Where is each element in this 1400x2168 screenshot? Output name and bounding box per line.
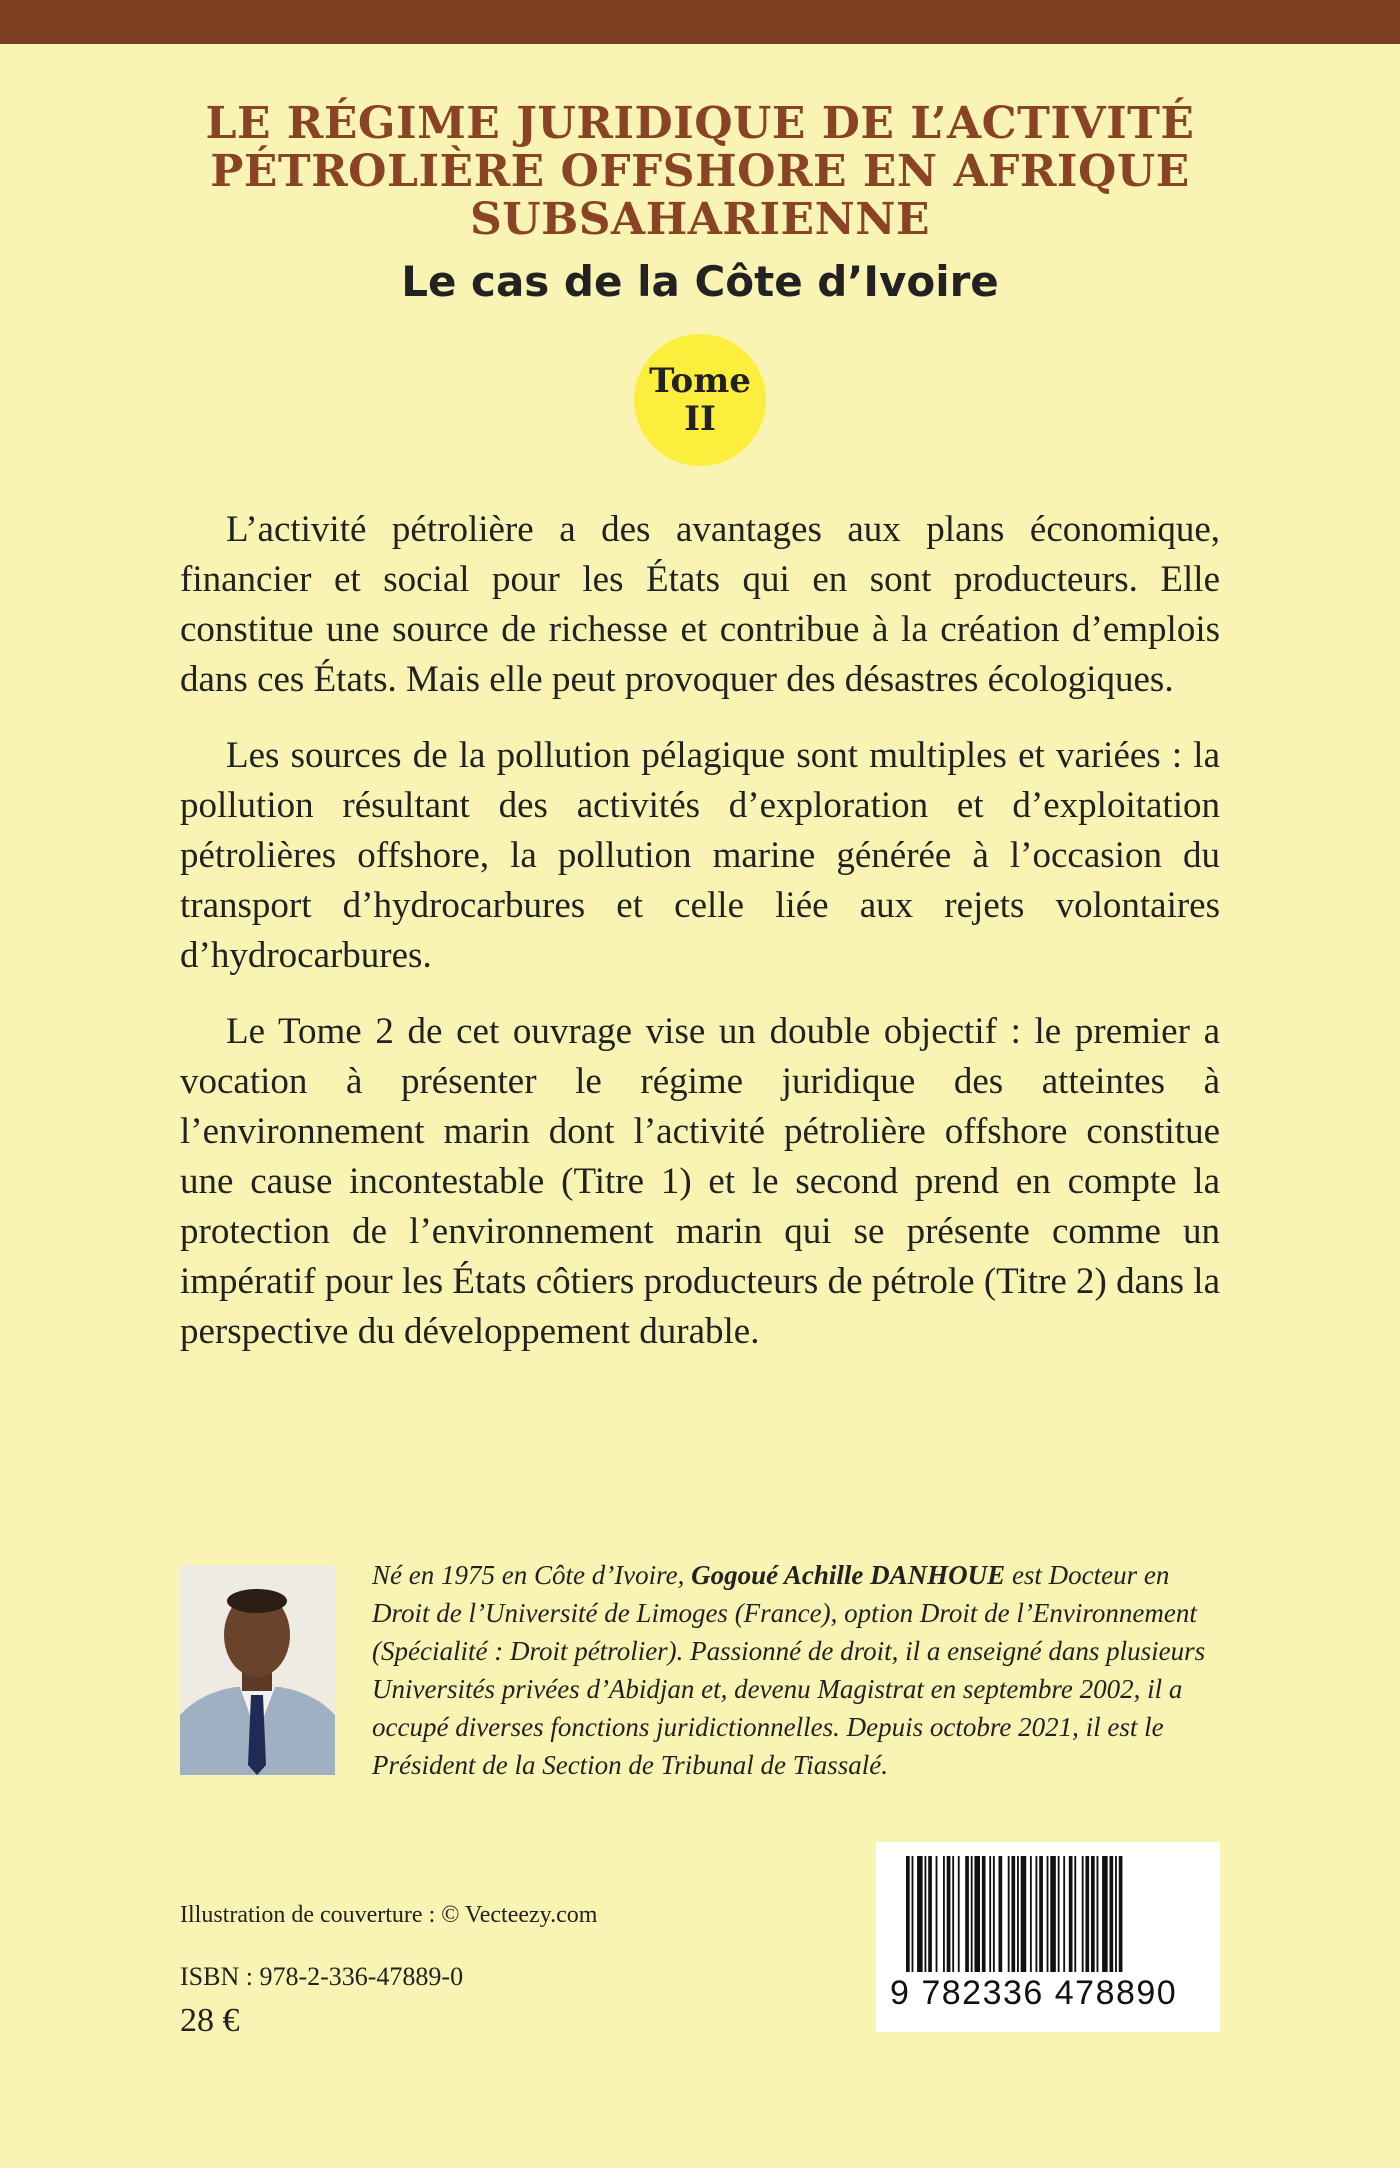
back-cover-summary [180,505,1220,1383]
barcode-bar [1030,1856,1032,1972]
top-color-band [0,0,1400,44]
author-bio [372,1556,1222,1784]
author-name: Gogoué Achille DANHOUE [691,1560,1006,1590]
barcode-bar [965,1856,969,1972]
barcode-bar [1017,1856,1019,1972]
summary-paragraph-3: Le Tome 2 de cet ouvrage vise un double objectif : le premier a vocation à présenter le régime juridique des atteintes à l’environnement marin dont l’activité pétrolière offshore constitue une cause incontestable (Titre 1) et le second prend en compte la protection de l’environnement marin qui se présente comme un impératif pour les États côtiers producteurs de pétrole (Titre 2) dans la perspective du développement durable. [180,1011,1220,1352]
barcode-digits: 9 782336 478890 [890,1974,1178,2012]
barcode-bar [974,1856,980,1972]
barcode-bar [1091,1856,1095,1972]
barcode-bar [1050,1856,1056,1972]
barcode-bar [947,1856,951,1972]
barcode-bar [1063,1856,1065,1972]
tome-number: II [684,399,716,439]
barcode-bar [952,1856,954,1972]
barcode-bar [943,1856,945,1972]
bio-intro: Né en 1975 en Côte d’Ivoire, [372,1560,692,1590]
barcode-bar [1036,1856,1038,1972]
tome-label: Tome [649,361,751,401]
barcode-bar [1039,1856,1043,1972]
barcode-bar [989,1856,991,1972]
barcode-bar [917,1856,923,1972]
barcode-bar [1115,1856,1117,1972]
barcode-bar [928,1856,932,1972]
author-portrait-illustration [180,1565,335,1775]
barcode-bar [1047,1856,1049,1972]
barcode-bar [1119,1856,1123,1972]
barcode-bar [982,1856,986,1972]
tome-badge [634,334,766,466]
barcode-bar [936,1856,938,1972]
barcode-bar [971,1856,973,1972]
barcode-bar [1110,1856,1114,1972]
book-title: LE RÉGIME JURIDIQUE DE L’ACTIVITÉ PÉTROLIÈRE OFFSHORE EN AFRIQUE SUBSAHARIENNE [205,98,1195,245]
barcode-bar [1102,1856,1108,1972]
barcode-bar [1011,1856,1015,1972]
barcode-bar [1082,1856,1084,1972]
barcode-bar [925,1856,927,1972]
illustration-credit: Illustration de couverture : © Vecteezy.com [180,1902,598,1928]
price: 28 € [180,2002,240,2039]
summary-paragraph-2: Les sources de la pollution pélagique sont multiples et variées : la pollution résultant des activités d’exploration et d’exploitation pétrolières offshore, la pollution marine générée à l’occasion du transport d’hydrocarbures et celle liée aux rejets volontaires d’hydrocarbures. [180,735,1220,976]
bio-details: est Docteur en Droit de l’Université de Limoges (France), option Droit de l’Environnement (Spécialité : Droit pétrolier). Passionné de droit, il a enseigné dans plusieurs Universités privées d’Abidjan et, devenu Magistrat en septembre 2002, il a occupé diverses fonctions juridictionnelles. Depuis octobre 2021, il est le Président de la Section de Tribunal de Tiassalé. [372,1560,1206,1780]
barcode-bar [1069,1856,1073,1972]
barcode-bars [876,1842,1220,1972]
barcode-bar [993,1856,995,1972]
barcode [876,1842,1220,2032]
barcode-bar [1085,1856,1089,1972]
barcode-bar [1008,1856,1010,1972]
summary-paragraph-1: L’activité pétrolière a des avantages aux plans économique, financier et social pour les États qui en sont producteurs. Elle constitue une source de richesse et contribue à la création d’emplois dans ces États. Mais elle peut provoquer des désastres écologiques. [180,509,1220,700]
barcode-bar [1074,1856,1076,1972]
barcode-bar [958,1856,960,1972]
barcode-bar [912,1856,914,1972]
barcode-bar [999,1856,1003,1972]
barcode-bar [1021,1856,1027,1972]
author-photo [180,1565,335,1775]
book-subtitle: Le cas de la Côte d’Ivoire [401,257,999,306]
barcode-bar [1097,1856,1099,1972]
isbn: ISBN : 978-2-336-47889-0 [180,1962,464,1991]
barcode-bar [906,1856,910,1972]
barcode-bar [1058,1856,1060,1972]
